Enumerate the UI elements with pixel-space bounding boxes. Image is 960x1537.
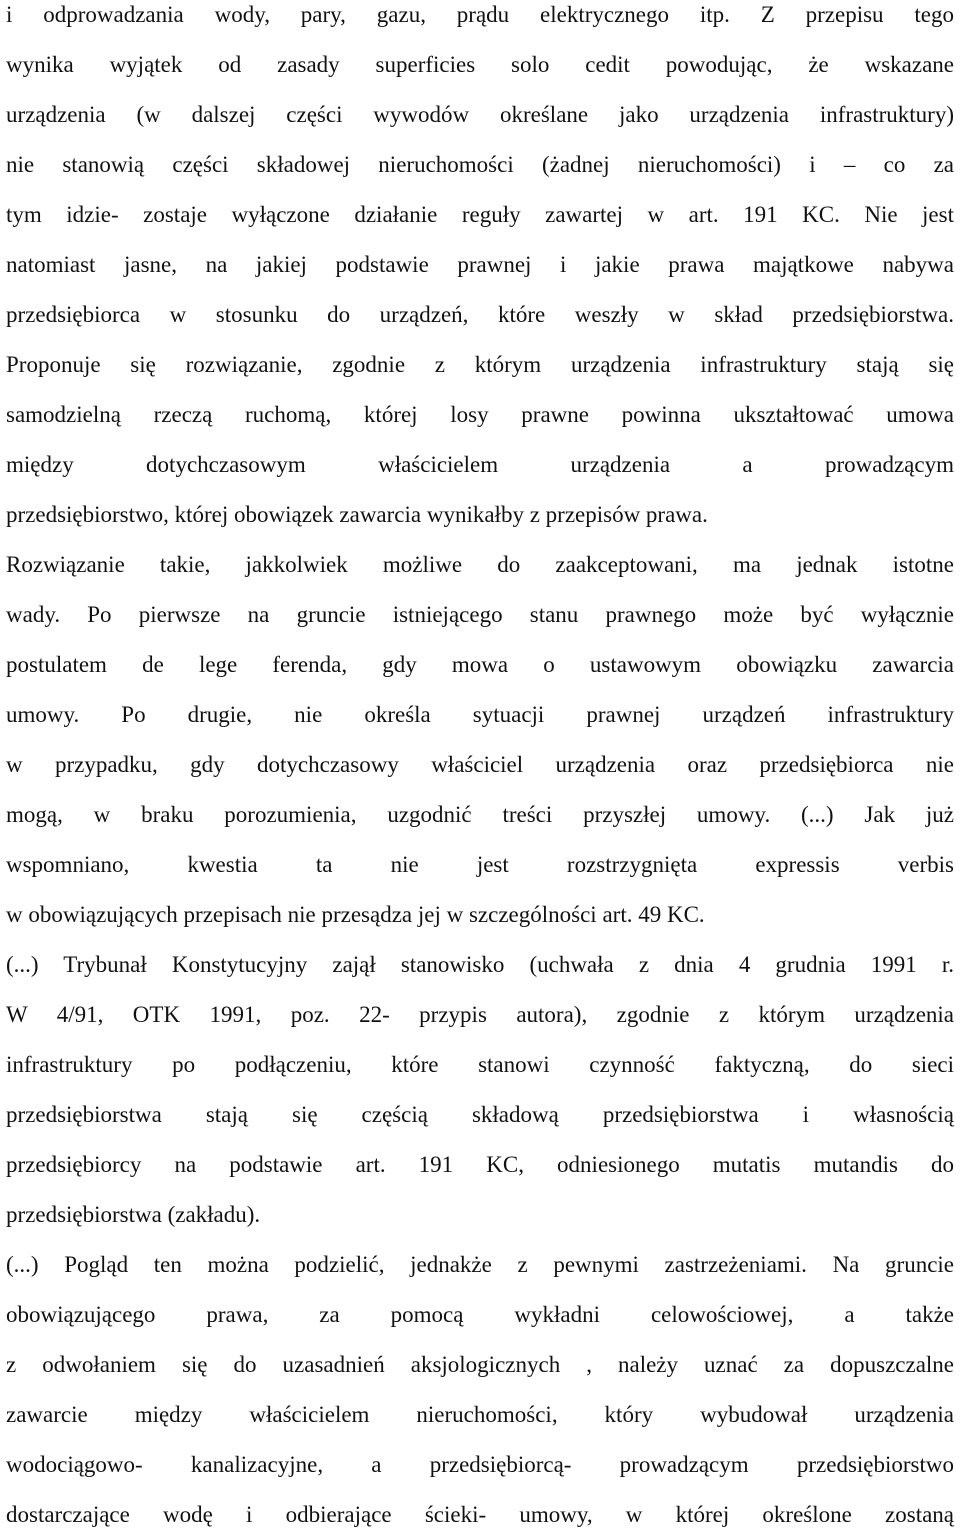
- text-line: urządzenia (w dalszej części wywodów określane jako urządzenia infrastruktury): [6, 102, 954, 127]
- text-line: Proponuje się rozwiązanie, zgodnie z którym urządzenia infrastruktury stają się: [6, 352, 954, 377]
- text-line: w obowiązujących przepisach nie przesądza jej w szczególności art. 49 KC.: [6, 902, 705, 927]
- text-line: infrastruktury po podłączeniu, które stanowi czynność faktyczną, do sieci: [6, 1052, 954, 1077]
- text-line: (...) Trybunał Konstytucyjny zajął stanowisko (uchwała z dnia 4 grudnia 1991 r.: [6, 952, 954, 977]
- text-line: (...) Pogląd ten można podzielić, jednakże z pewnymi zastrzeżeniami. Na gruncie: [6, 1252, 954, 1277]
- text-line: umowy. Po drugie, nie określa sytuacji prawnej urządzeń infrastruktury: [6, 702, 954, 727]
- text-line: i odprowadzania wody, pary, gazu, prądu elektrycznego itp. Z przepisu tego: [6, 2, 954, 27]
- text-line: tym idzie- zostaje wyłączone działanie reguły zawartej w art. 191 KC. Nie jest: [6, 202, 954, 227]
- text-line: wady. Po pierwsze na gruncie istniejącego stanu prawnego może być wyłącznie: [6, 602, 954, 627]
- text-line: przedsiębiorstwo, której obowiązek zawarcia wynikałby z przepisów prawa.: [6, 502, 708, 527]
- text-line: wynika wyjątek od zasady superficies solo cedit powodując, że wskazane: [6, 52, 954, 77]
- text-line: wspomniano, kwestia ta nie jest rozstrzygnięta expressis verbis: [6, 852, 954, 877]
- text-line: dostarczające wodę i odbierające ścieki- umowy, w której określone zostaną: [6, 1502, 954, 1527]
- text-line: przedsiębiorstwa (zakładu).: [6, 1202, 261, 1227]
- text-line: zawarcie między właścicielem nieruchomości, który wybudował urządzenia: [6, 1402, 954, 1427]
- text-line: postulatem de lege ferenda, gdy mowa o ustawowym obowiązku zawarcia: [6, 652, 954, 677]
- text-line: między dotychczasowym właścicielem urządzenia a prowadzącym: [6, 452, 954, 477]
- text-line: mogą, w braku porozumienia, uzgodnić treści przyszłej umowy. (...) Jak już: [6, 802, 954, 827]
- text-line: z odwołaniem się do uzasadnień aksjologicznych , należy uznać za dopuszczalne: [6, 1352, 954, 1377]
- text-line: Rozwiązanie takie, jakkolwiek możliwe do zaakceptowani, ma jednak istotne: [6, 552, 954, 577]
- text-line: wodociągowo- kanalizacyjne, a przedsiębiorcą- prowadzącym przedsiębiorstwo: [6, 1452, 954, 1477]
- text-line: nie stanowią części składowej nieruchomości (żadnej nieruchomości) i – co za: [6, 152, 954, 177]
- text-line: przedsiębiorcy na podstawie art. 191 KC, odniesionego mutatis mutandis do: [6, 1152, 954, 1177]
- text-line: obowiązującego prawa, za pomocą wykładni celowościowej, a także: [6, 1302, 954, 1327]
- text-line: przedsiębiorstwa stają się częścią składową przedsiębiorstwa i własnością: [6, 1102, 954, 1127]
- text-line: W 4/91, OTK 1991, poz. 22- przypis autora), zgodnie z którym urządzenia: [6, 1002, 954, 1027]
- text-line: przedsiębiorca w stosunku do urządzeń, które weszły w skład przedsiębiorstwa.: [6, 302, 954, 327]
- text-line: natomiast jasne, na jakiej podstawie prawnej i jakie prawa majątkowe nabywa: [6, 252, 954, 277]
- text-line: w przypadku, gdy dotychczasowy właściciel urządzenia oraz przedsiębiorca nie: [6, 752, 954, 777]
- text-line: samodzielną rzeczą ruchomą, której losy prawne powinna ukształtować umowa: [6, 402, 954, 427]
